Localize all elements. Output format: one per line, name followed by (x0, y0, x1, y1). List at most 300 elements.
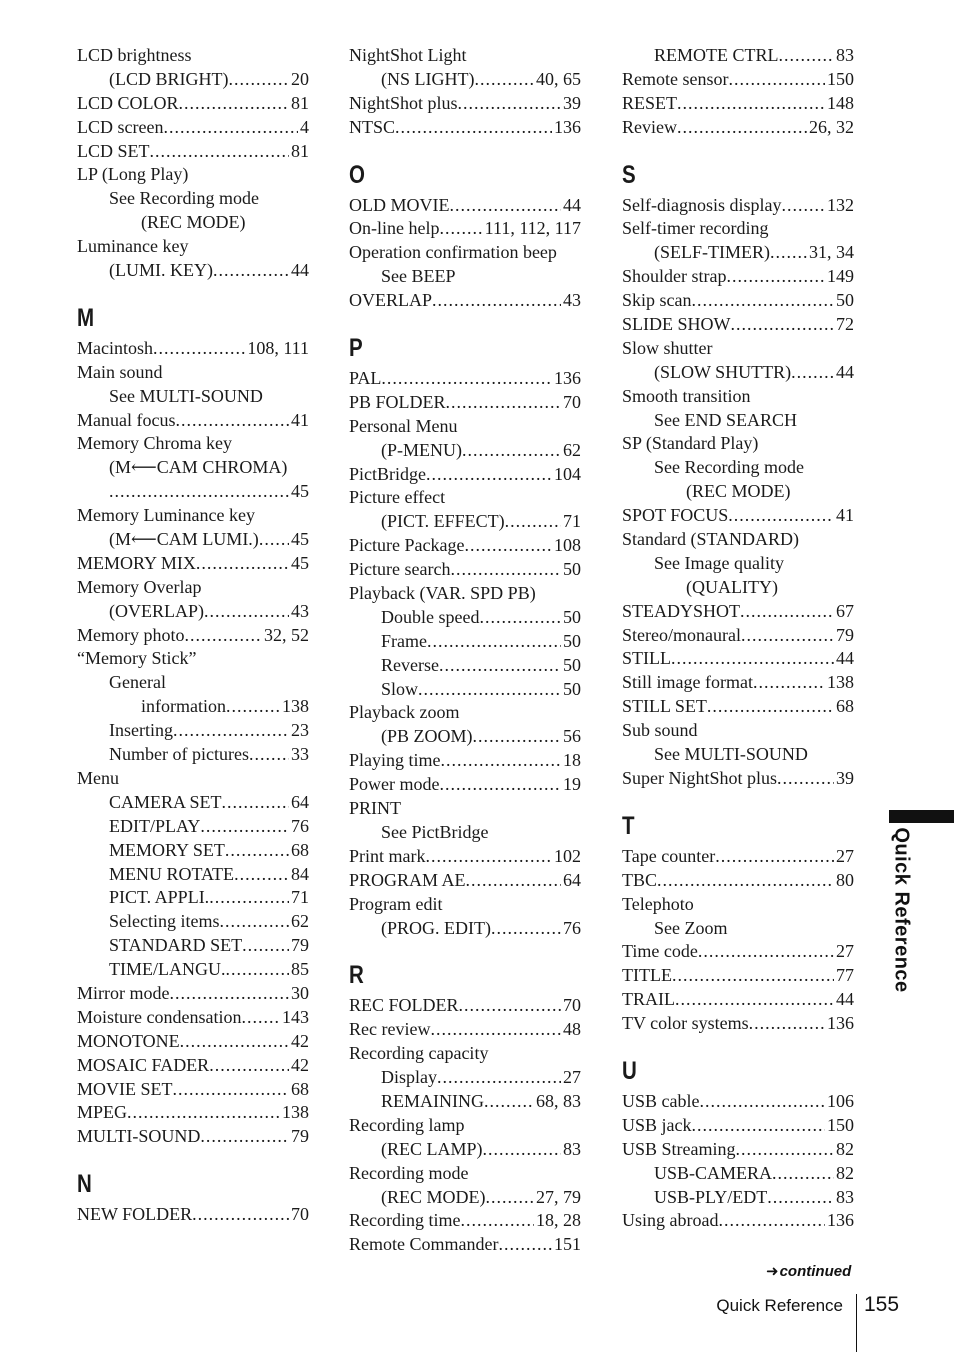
index-entry-term: USB cable (622, 1090, 700, 1111)
index-entry (77, 910, 309, 934)
dot-leader (698, 940, 834, 964)
index-entry-pages: 76 (563, 917, 581, 938)
index-entry (349, 391, 581, 415)
index-entry-pages: 138 (282, 696, 309, 717)
index-entry-pages: 44 (836, 361, 854, 382)
index-entry-pages: 76 (291, 815, 309, 836)
index-entry (622, 456, 854, 480)
index-entry (622, 289, 854, 313)
index-entry-term: (P-MENU) (381, 439, 462, 460)
dot-leader (426, 463, 552, 487)
arrow-right-icon: ➜ (766, 1263, 779, 1280)
index-entry (622, 917, 854, 941)
index-entry (622, 647, 854, 671)
index-entry (77, 839, 309, 863)
index-entry-term: Telephoto (622, 893, 694, 914)
index-entry (622, 743, 854, 767)
index-entry-pages: 85 (291, 959, 309, 980)
dot-leader (439, 773, 561, 797)
index-entry-pages: 104 (554, 463, 581, 484)
index-entry-pages: 20 (291, 68, 309, 89)
dot-leader (772, 1162, 834, 1186)
index-entry-pages: 80 (836, 869, 854, 890)
index-entry (349, 217, 581, 241)
dot-leader (242, 934, 289, 958)
index-entry-pages: 71 (291, 887, 309, 908)
dot-leader (169, 982, 289, 1006)
index-entry (77, 886, 309, 910)
index-entry (77, 1125, 309, 1149)
continued-label: continued (779, 1263, 852, 1280)
index-entry-pages: 45 (291, 529, 309, 550)
dot-leader (462, 439, 561, 463)
index-entry-term: Display (381, 1067, 437, 1088)
index-entry (77, 480, 309, 504)
index-entry (77, 624, 309, 648)
index-entry (349, 463, 581, 487)
index-entry (349, 701, 581, 725)
page-number: 155 (864, 1293, 900, 1316)
index-entry (77, 385, 309, 409)
index-entry (77, 116, 309, 140)
index-entry (77, 600, 309, 624)
dot-leader (736, 1138, 834, 1162)
dot-leader (173, 1078, 290, 1102)
index-entry-term: USB jack (622, 1114, 692, 1135)
dot-leader (770, 241, 807, 265)
index-entry-term: MPEG (77, 1102, 128, 1123)
index-entry-pages: 45 (291, 481, 309, 502)
index-entry-term: Macintosh (77, 337, 153, 358)
index-entry (77, 259, 309, 283)
dot-leader (426, 845, 553, 869)
index-entry-pages: 106 (827, 1090, 854, 1111)
index-entry (77, 456, 309, 480)
index-entry-term: Standard (STANDARD) (622, 529, 800, 550)
index-entry-term: Selecting items (109, 911, 220, 932)
index-entry (349, 1209, 581, 1233)
index-entry (77, 235, 309, 259)
index-column-3 (622, 44, 854, 1233)
dot-leader (671, 647, 834, 671)
index-entry-term: TITLE (622, 965, 672, 986)
dot-leader (381, 367, 552, 391)
index-entry-term: Self-timer recording (622, 218, 769, 239)
index-entry-pages: 42 (291, 1054, 309, 1075)
dot-leader (464, 534, 552, 558)
index-entry-term: SPOT FOCUS (622, 505, 729, 526)
index-entry-term: RESET (622, 92, 678, 113)
index-entry-pages: 72 (836, 314, 854, 335)
index-entry (77, 361, 309, 385)
index-entry-term: (PICT. EFFECT) (381, 511, 505, 532)
dot-leader (446, 391, 561, 415)
section-letter-heading: P (349, 334, 363, 363)
index-entry-term: PAL (349, 368, 382, 389)
index-entry-term: Moisture condensation (77, 1006, 242, 1027)
index-entry-pages: 68 (291, 1078, 309, 1099)
index-entry (622, 92, 854, 116)
index-entry-term: TRAIL (622, 989, 675, 1010)
index-entry (349, 265, 581, 289)
index-entry (77, 432, 309, 456)
dot-leader (153, 337, 245, 361)
index-entry-term: Still image format (622, 672, 753, 693)
index-entry-term: information (141, 696, 226, 717)
section-letter-heading: T (622, 811, 635, 840)
index-entry (349, 1090, 581, 1114)
index-entry (349, 630, 581, 654)
index-entry-term: Recording lamp (349, 1114, 465, 1135)
index-entry (622, 988, 854, 1012)
index-entry (349, 749, 581, 773)
index-entry-pages: 33 (291, 744, 309, 765)
index-entry-term: MOVIE SET (77, 1078, 173, 1099)
index-entry-term: NightShot plus (349, 92, 458, 113)
dot-leader (692, 1114, 826, 1138)
index-entry-term: USB-CAMERA (654, 1162, 773, 1183)
index-entry-term: Program edit (349, 893, 443, 914)
footer-section-label: Quick Reference (716, 1296, 843, 1315)
index-entry (622, 576, 854, 600)
index-entry-pages: 81 (291, 140, 309, 161)
dot-leader (439, 654, 561, 678)
index-entry (622, 409, 854, 433)
index-entry (77, 695, 309, 719)
index-entry-pages: 30 (291, 982, 309, 1003)
index-entry (349, 1138, 581, 1162)
index-entry (77, 68, 309, 92)
index-entry-term: STILL (622, 648, 671, 669)
index-column-1 (77, 44, 309, 1227)
index-entry (349, 893, 581, 917)
index-entry-term: Luminance key (77, 236, 189, 257)
index-entry-pages: 136 (827, 1210, 854, 1231)
index-entry (77, 815, 309, 839)
index-entry-term: See END SEARCH (654, 409, 797, 430)
index-entry (622, 194, 854, 218)
dot-leader (726, 265, 825, 289)
index-entry (622, 1090, 854, 1114)
index-entry-pages: 70 (563, 391, 581, 412)
index-entry (349, 510, 581, 534)
index-entry-term: See Zoom (654, 917, 728, 938)
section-letter-heading: R (349, 961, 364, 990)
index-entry (622, 1114, 854, 1138)
index-entry-term: Picture search (349, 559, 451, 580)
index-entry-term: Recording capacity (349, 1043, 489, 1064)
index-entry-term: Inserting (109, 720, 173, 741)
index-entry (622, 600, 854, 624)
index-entry-term: See MULTI-SOUND (109, 385, 263, 406)
index-entry (349, 1018, 581, 1042)
index-entry-pages: 111, 112, 117 (484, 218, 581, 239)
dot-leader (430, 1018, 561, 1042)
index-entry (349, 241, 581, 265)
index-entry-term: Remote sensor (622, 68, 729, 89)
dot-leader (225, 839, 289, 863)
dot-leader (505, 510, 561, 534)
index-entry-term: (NS LIGHT) (381, 68, 475, 89)
index-entry-term: Review (622, 116, 677, 137)
index-entry (622, 845, 854, 869)
index-entry-term: Using abroad (622, 1210, 719, 1231)
index-entry-pages: 19 (563, 774, 581, 795)
index-entry-term: TIME/LANGU. (109, 959, 226, 980)
dot-leader (418, 678, 561, 702)
index-entry (349, 558, 581, 582)
index-entry-pages: 150 (827, 1114, 854, 1135)
index-entry-pages: 83 (563, 1138, 581, 1159)
index-entry-term: See MULTI-SOUND (654, 744, 808, 765)
dot-leader (749, 1012, 825, 1036)
index-entry-term: Playing time (349, 750, 441, 771)
index-entry-pages: 83 (836, 45, 854, 65)
index-entry-pages: 41 (836, 505, 854, 526)
index-column-2 (349, 44, 581, 1257)
dot-leader (675, 988, 834, 1012)
dot-leader (473, 725, 561, 749)
dot-leader (432, 289, 561, 313)
dot-leader (127, 1101, 280, 1125)
index-entry (77, 1006, 309, 1030)
index-entry-pages: 68 (291, 839, 309, 860)
index-entry (349, 534, 581, 558)
index-entry-term: REC FOLDER (349, 995, 459, 1016)
index-entry-pages: 138 (282, 1102, 309, 1123)
dot-leader (450, 558, 561, 582)
index-entry-term: Slow shutter (622, 337, 713, 358)
index-entry-term: Memory Chroma key (77, 433, 232, 454)
index-entry-pages: 102 (554, 845, 581, 866)
index-entry-term: Personal Menu (349, 415, 458, 436)
index-entry (77, 1078, 309, 1102)
index-entry-term: OLD MOVIE (349, 194, 450, 215)
index-entry (77, 1101, 309, 1125)
dot-leader (479, 606, 561, 630)
index-entry-pages: 50 (563, 654, 581, 675)
index-entry-pages: 48 (563, 1019, 581, 1040)
dot-leader (163, 116, 298, 140)
index-entry-term: Slow (381, 678, 419, 699)
index-entry-pages: 143 (282, 1006, 309, 1027)
dot-leader (460, 1209, 534, 1233)
section-tab-marker (889, 810, 954, 823)
dot-leader (707, 695, 834, 719)
index-entry-term: NightShot Light (349, 45, 467, 65)
index-entry (77, 671, 309, 695)
index-entry-pages: 82 (836, 1162, 854, 1183)
dot-leader (200, 815, 289, 839)
index-entry (77, 504, 309, 528)
dot-leader (204, 600, 289, 624)
index-entry-term: Super NightShot plus (622, 767, 778, 788)
index-entry-term: (M⟵CAM CHROMA) (109, 457, 288, 478)
dot-leader (441, 749, 562, 773)
index-entry (349, 821, 581, 845)
index-entry-term: MEMORY SET (109, 839, 225, 860)
index-entry-term: TBC (622, 869, 658, 890)
index-entry-term: Mirror mode (77, 982, 170, 1003)
dot-leader (196, 552, 289, 576)
dot-leader (657, 869, 834, 893)
section-letter-heading: M (77, 303, 95, 332)
index-entry (77, 409, 309, 433)
dot-leader (109, 480, 289, 504)
dot-leader (437, 1066, 561, 1090)
index-entry (349, 1233, 581, 1257)
index-entry-term: Picture effect (349, 487, 446, 508)
index-entry-pages: 79 (836, 624, 854, 645)
index-entry-term: LCD SET (77, 140, 150, 161)
index-entry-term: Manual focus (77, 409, 176, 430)
index-entry-term: MEMORY MIX (77, 552, 196, 573)
section-letter-heading: S (622, 160, 636, 189)
index-entry-pages: 108 (554, 535, 581, 556)
dot-leader (728, 68, 825, 92)
dot-leader (229, 68, 290, 92)
dot-leader (474, 68, 534, 92)
index-entry-pages: 62 (291, 911, 309, 932)
index-entry-pages: 39 (563, 92, 581, 113)
index-entry (349, 486, 581, 510)
index-entry (349, 1114, 581, 1138)
index-entry (349, 654, 581, 678)
index-entry-pages: 50 (563, 606, 581, 627)
dot-leader (439, 217, 482, 241)
dot-leader (150, 140, 289, 164)
index-entry-pages: 50 (563, 559, 581, 580)
index-entry-term: SLIDE SHOW (622, 314, 731, 335)
index-entry-term: USB-PLY/EDT (654, 1186, 768, 1207)
dot-leader (226, 695, 280, 719)
index-entry-term: (M⟵CAM LUMI.) (109, 529, 259, 550)
index-entry (622, 313, 854, 337)
dot-leader (777, 767, 834, 791)
index-entry (349, 725, 581, 749)
index-entry-pages: 138 (827, 672, 854, 693)
dot-leader (427, 630, 561, 654)
index-entry-pages: 84 (291, 863, 309, 884)
index-entry-term: (LCD BRIGHT) (109, 68, 229, 89)
index-entry (77, 743, 309, 767)
dot-leader (484, 1090, 534, 1114)
dot-leader (225, 958, 289, 982)
index-entry-pages: 44 (563, 194, 581, 215)
index-entry-term: Number of pictures (109, 744, 249, 765)
dot-leader (209, 1054, 289, 1078)
index-entry-pages: 27 (836, 941, 854, 962)
index-entry (622, 719, 854, 743)
dot-leader (259, 528, 289, 552)
dot-leader (180, 1030, 289, 1054)
index-entry-term: Playback (VAR. SPD PB) (349, 583, 536, 604)
index-entry-term: Frame (381, 630, 427, 651)
dot-leader (213, 259, 289, 283)
index-entry (622, 44, 854, 68)
index-entry-term: MENU ROTATE (109, 863, 235, 884)
index-entry-term: OVERLAP (349, 290, 433, 311)
index-entry-pages: 31, 34 (809, 242, 854, 263)
index-entry (349, 1042, 581, 1066)
index-entry-term: NTSC (349, 116, 396, 137)
index-entry-term: CAMERA SET (109, 791, 222, 812)
index-entry-term: Recording time (349, 1210, 461, 1231)
index-entry (622, 217, 854, 241)
index-entry (622, 432, 854, 456)
footer-divider (856, 1294, 857, 1352)
dot-leader (672, 964, 834, 988)
index-entry (349, 44, 581, 68)
index-entry (622, 695, 854, 719)
index-entry (77, 552, 309, 576)
index-entry-pages: 108, 111 (247, 337, 309, 358)
index-entry (77, 767, 309, 791)
index-entry-term: PB FOLDER (349, 391, 446, 412)
index-entry-term: See Recording mode (654, 457, 804, 478)
index-entry (77, 1030, 309, 1054)
index-entry-term: Smooth transition (622, 385, 751, 406)
dot-leader (173, 719, 289, 743)
dot-leader (458, 92, 561, 116)
dot-leader (731, 313, 835, 337)
index-entry-term: STEADYSHOT (622, 600, 741, 621)
index-entry-term: (OVERLAP) (109, 600, 204, 621)
index-entry (349, 367, 581, 391)
index-entry-pages: 70 (291, 1204, 309, 1225)
index-entry-term: Tape counter (622, 845, 716, 866)
index-entry-pages: 67 (836, 600, 854, 621)
index-entry-term: LCD brightness (77, 45, 192, 65)
index-entry (622, 68, 854, 92)
index-entry-term: Memory Overlap (77, 576, 202, 597)
index-entry (77, 1203, 309, 1227)
index-entry (622, 385, 854, 409)
index-entry-term: (SELF-TIMER) (654, 242, 770, 263)
index-entry-term: MOSAIC FADER (77, 1054, 210, 1075)
index-entry (77, 140, 309, 164)
index-entry-term: (REC MODE) (686, 481, 791, 502)
index-entry-pages: 79 (291, 935, 309, 956)
index-entry (77, 163, 309, 187)
index-entry-term: TV color systems (622, 1013, 749, 1034)
dot-leader (782, 194, 826, 218)
index-entry-pages: 64 (291, 791, 309, 812)
index-entry-pages: 81 (291, 92, 309, 113)
index-entry-term: Shoulder strap (622, 266, 727, 287)
section-letter-heading: N (77, 1170, 92, 1199)
index-entry-term: Reverse (381, 654, 439, 675)
index-entry-term: LP (Long Play) (77, 164, 189, 185)
index-entry (349, 917, 581, 941)
dot-leader (483, 1138, 561, 1162)
index-entry-pages: 68, 83 (536, 1090, 581, 1111)
index-entry-term: Main sound (77, 361, 163, 382)
index-entry (349, 845, 581, 869)
dot-leader (466, 869, 561, 893)
index-entry (622, 1186, 854, 1210)
index-entry-pages: 50 (836, 290, 854, 311)
dot-leader (486, 1186, 535, 1210)
index-entry-pages: 27 (836, 845, 854, 866)
section-letter-heading: O (349, 160, 365, 189)
dot-leader (677, 92, 825, 116)
index-entry-term: (REC MODE) (141, 212, 246, 233)
index-entry (622, 893, 854, 917)
index-entry (77, 187, 309, 211)
index-entry (349, 869, 581, 893)
index-entry (622, 624, 854, 648)
